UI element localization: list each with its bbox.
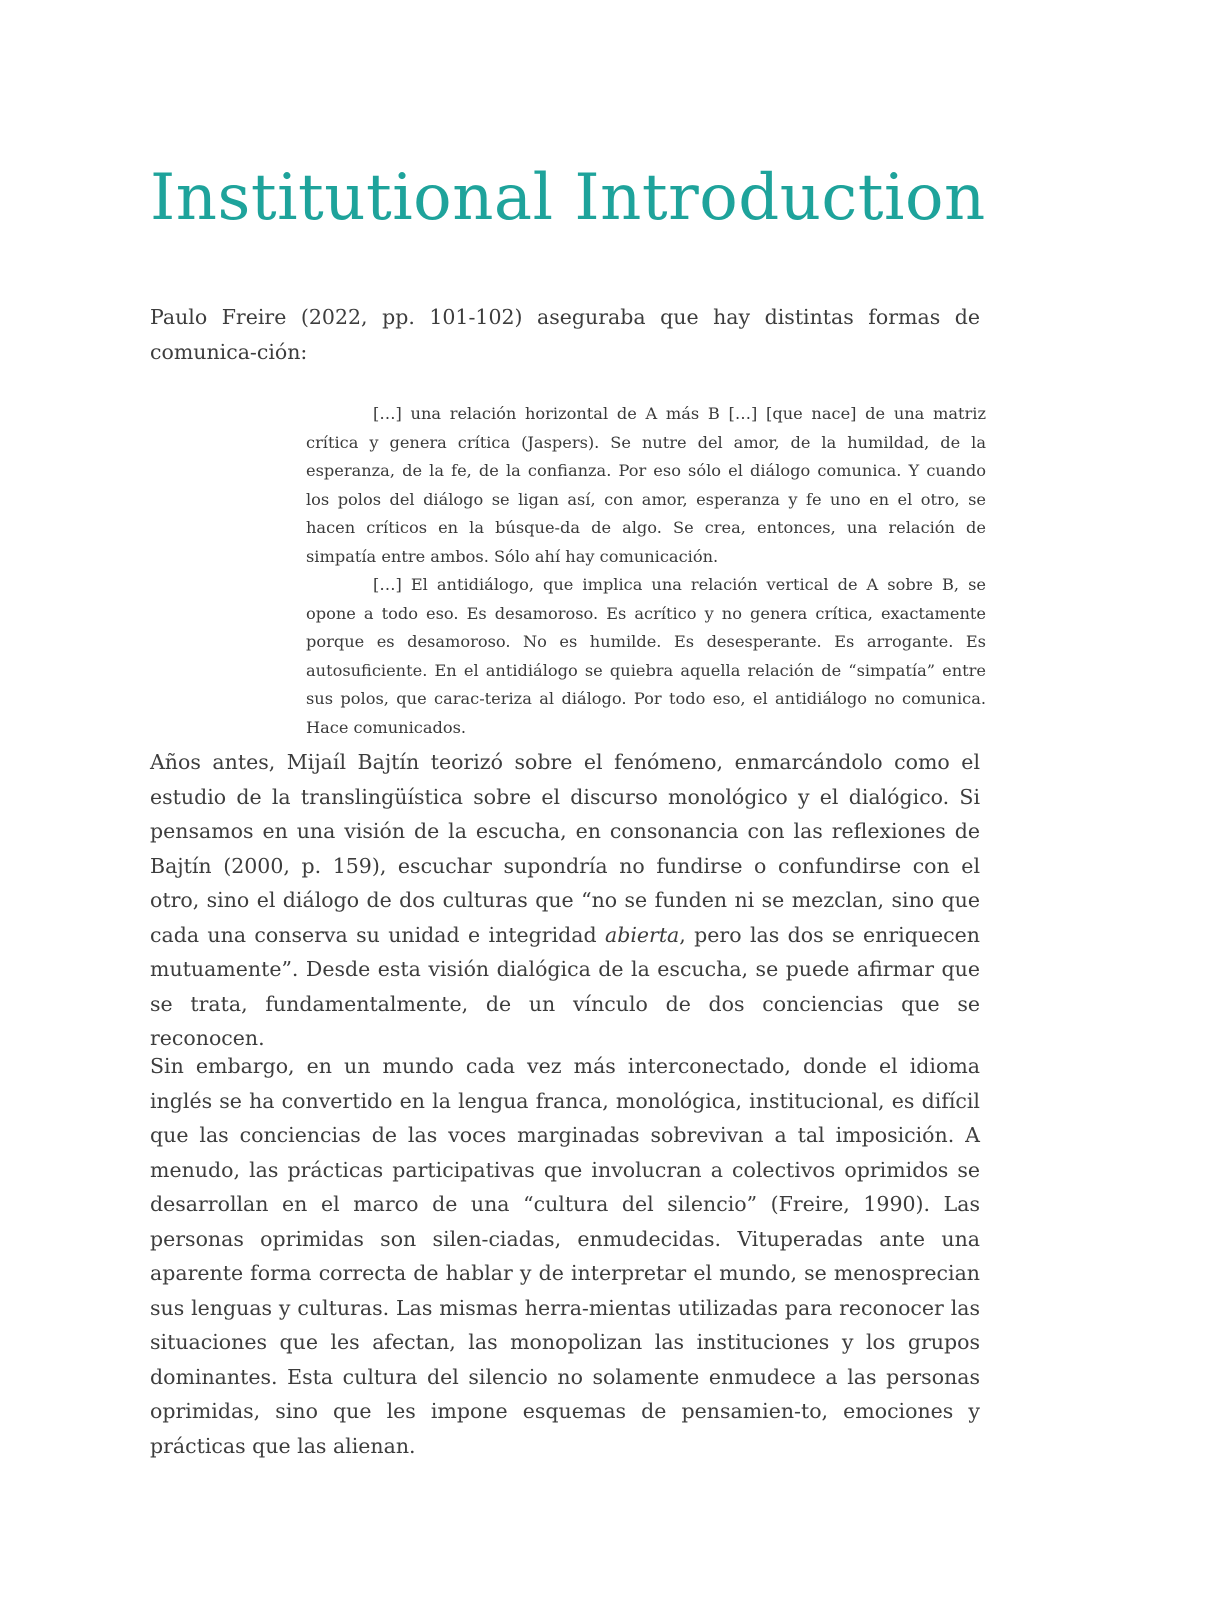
intro-paragraph: Paulo Freire (2022, pp. 101-102) aseguraba que hay distintas formas de comunica-ción:	[150, 305, 980, 364]
bajtin-text-end: , pero las dos se enriquecen mutuamente”. Desde esta visión dialógica de la escucha, se puede afirmar que se trata, fundamentalmente, de un vínculo de dos conciencias que se reconocen.	[150, 922, 980, 1050]
quote-paragraph-2: […] El antidiálogo, que implica una relación vertical de A sobre B, se opone a todo eso. Es desamoroso. Es acrítico y no genera crítica, exactamente porque es desamoroso. No es humilde. Es desesperante. Es arrogante. Es autosuficiente. En el antidiálogo se quiebra aquella relación de “simpatía” entre sus polos, que carac-teriza al diálogo. Por todo eso, el antidiálogo no comunica. Hace comunicados.	[306, 575, 986, 737]
bajtin-italic-word: abierta	[604, 922, 680, 947]
embargo-paragraph: Sin embargo, en un mundo cada vez más interconectado, donde el idioma inglés se ha convertido en la lengua franca, monológica, institucional, es difícil que las conciencias de las voces marginadas sobrevivan a tal imposición. A menudo, las prácticas participativas que involucran a colectivos oprimidos se desarrollan en el marco de una “cultura del silencio” (Freire, 1990). Las personas oprimidas son silen-ciadas, enmudecidas. Vituperadas ante una aparente forma correcta de hablar y de interpretar el mundo, se menosprecian sus lenguas y culturas. Las mismas herra-mientas utilizadas para reconocer las situaciones que les afectan, las monopolizan las instituciones y los grupos dominantes. Esta cultura del silencio no solamente enmudece a las personas oprimidas, sino que les impone esquemas de pensamien-to, emociones y prácticas que las alienan.	[150, 1054, 980, 1458]
bajtin-text-start: Años antes, Mijaíl Bajtín teorizó sobre el fenómeno, enmarcándolo como el estudio de la translingüística sobre el discurso monológico y el dialógico. Si pensamos en una visión de la escucha, en consonancia con las reflexiones de Bajtín (2000, p. 159), escuchar supondría no fundirse o confundirse con el otro, sino el diálogo de dos culturas que “no se funden ni se mezclan, sino que cada una conserva su unidad e integridad	[150, 750, 980, 947]
page-title: Institutional Introduction	[150, 161, 986, 235]
bajtin-paragraph	[150, 745, 980, 1056]
block-quote	[306, 400, 986, 742]
quote-paragraph-1: […] una relación horizontal de A más B […] [que nace] de una matriz crítica y genera crítica (Jaspers). Se nutre del amor, de la humildad, de la esperanza, de la fe, de la confianza. Por eso sólo el diálogo comunica. Y cuando los polos del diálogo se ligan así, con amor, esperanza y fe uno en el otro, se hacen críticos en la búsque-da de algo. Se crea, entonces, una relación de simpatía entre ambos. Sólo ahí hay comunicación.	[306, 404, 986, 566]
